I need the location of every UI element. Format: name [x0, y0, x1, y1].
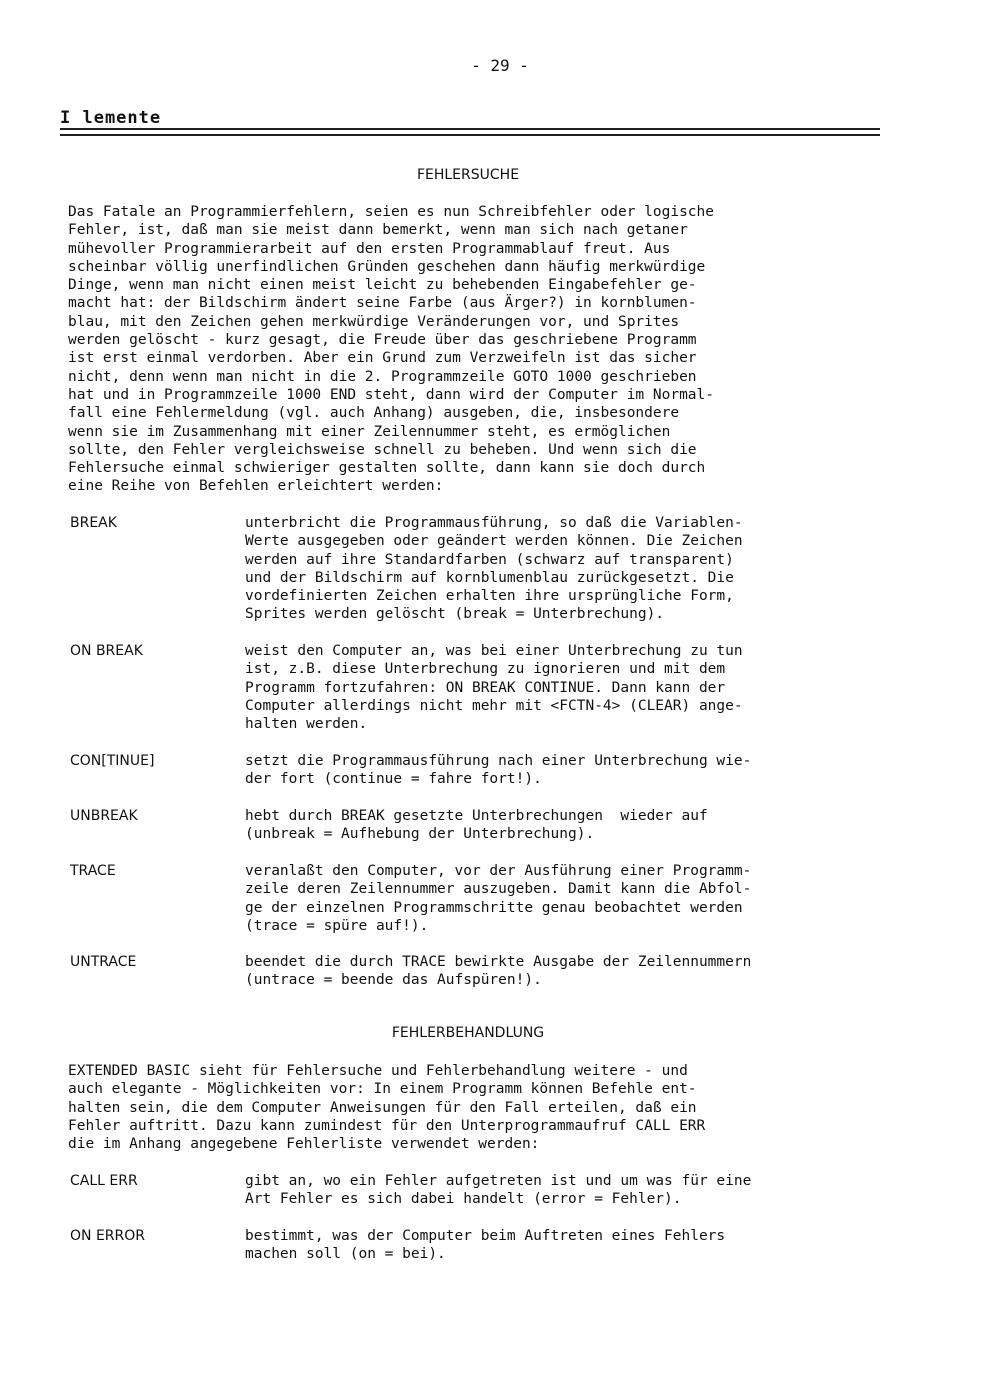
command-term-on-break: ON BREAK [70, 643, 143, 659]
command-term-untrace: UNTRACE [70, 954, 137, 970]
text-line: bestimmt, was der Computer beim Auftreten eines Fehlers [245, 1228, 726, 1244]
text-line: (trace = spüre auf!). [245, 917, 429, 934]
text-line: der fort (continue = fahre fort!). [245, 771, 542, 788]
text-line: Computer allerdings nicht mehr mit <FCTN-4> (CLEAR) ange- [245, 697, 743, 714]
text-line: eine Reihe von Befehlen erleichtert werden: [68, 478, 444, 495]
text-line: mühevoller Programmierarbeit auf den ersten Programmablauf freut. Aus [68, 240, 671, 257]
text-line: nicht, denn wenn man nicht in die 2. Programmzeile GOTO 1000 geschrieben [68, 368, 697, 385]
text-line: scheinbar völlig unerfindlichen Gründen geschehen dann häufig merkwürdige [68, 258, 706, 275]
command-term-call-err: CALL ERR [70, 1173, 138, 1189]
text-line: werden gelöscht - kurz gesagt, die Freude über das geschriebene Programm [68, 332, 697, 349]
text-line: auch elegante - Möglichkeiten vor: In einem Programm können Befehle ent- [68, 1081, 697, 1098]
text-line: vordefinierten Zeichen erhalten ihre ursprüngliche Form, [245, 588, 734, 605]
command-desc-untrace [245, 953, 905, 990]
text-line: unterbricht die Programmausführung, so daß die Variablen- [245, 515, 743, 531]
command-desc-continue [245, 752, 905, 789]
text-line: ist, z.B. diese Unterbrechung zu ignorieren und mit dem [245, 661, 726, 678]
text-line: Dinge, wenn man nicht einen meist leicht zu behebenden Eingabefehler ge- [68, 277, 697, 294]
command-term-trace: TRACE [70, 863, 116, 879]
text-line: Sprites werden gelöscht (break = Unterbrechung). [245, 606, 665, 623]
header-rule [60, 128, 880, 136]
text-line: Art Fehler es sich dabei handelt (error = Fehler). [245, 1191, 682, 1208]
text-line: halten sein, die dem Computer Anweisungen für den Fall erteilen, daß ein [68, 1099, 697, 1116]
text-line: halten werden. [245, 716, 368, 733]
command-desc-break [245, 514, 905, 624]
page-number: - 29 - [471, 56, 529, 75]
text-line: Programm fortzufahren: ON BREAK CONTINUE. Dann kann der [245, 679, 726, 696]
command-desc-call-err [245, 1172, 905, 1209]
command-term-break: BREAK [70, 515, 117, 531]
text-line: Das Fatale an Programmierfehlern, seien es nun Schreibfehler oder logische [68, 204, 715, 220]
command-term-unbreak: UNBREAK [70, 808, 138, 824]
command-desc-trace [245, 862, 905, 935]
text-line: Fehlersuche einmal schwieriger gestalten sollte, dann kann sie doch durch [68, 460, 706, 477]
text-line: sollte, den Fehler vergleichsweise schnell zu beheben. Und wenn sich die [68, 441, 697, 458]
text-line: machen soll (on = bei). [245, 1246, 446, 1263]
text-line: die im Anhang angegebene Fehlerliste verwendet werden: [68, 1136, 540, 1153]
section-header: I lemente [60, 108, 162, 128]
command-desc-on-break [245, 642, 905, 733]
text-line: (untrace = beende das Aufspüren!). [245, 972, 542, 989]
command-term-continue: CON[TINUE] [70, 753, 155, 769]
text-line: Werte ausgegeben oder geändert werden können. Die Zeichen [245, 533, 743, 550]
heading-fehlerbehandlung: FEHLERBEHANDLUNG [391, 1025, 545, 1041]
text-line: beendet die durch TRACE bewirkte Ausgabe der Zeilennummern [245, 954, 752, 970]
text-line: zeile deren Zeilennummer auszugeben. Damit kann die Abfol- [245, 881, 752, 898]
text-line: blau, mit den Zeichen gehen merkwürdige Veränderungen vor, und Sprites [68, 313, 680, 330]
heading-fehlersuche: FEHLERSUCHE [416, 167, 520, 183]
command-desc-on-error [245, 1227, 905, 1264]
text-line: Fehler, ist, daß man sie meist dann bemerkt, wenn man sich nach getaner [68, 222, 688, 239]
text-line: ist erst einmal verdorben. Aber ein Grund zum Verzweifeln ist das sicher [68, 350, 697, 367]
text-line: gibt an, wo ein Fehler aufgetreten ist und um was für eine [245, 1173, 752, 1189]
text-line: EXTENDED BASIC sieht für Fehlersuche und Fehlerbehandlung weitere - und [68, 1063, 688, 1079]
text-line: wenn sie im Zusammenhang mit einer Zeilennummer steht, es ermöglichen [68, 423, 671, 440]
text-line: weist den Computer an, was bei einer Unterbrechung zu tun [245, 643, 743, 659]
text-line: (unbreak = Aufhebung der Unterbrechung). [245, 826, 595, 843]
command-term-on-error: ON ERROR [70, 1228, 145, 1244]
text-line: und der Bildschirm auf kornblumenblau zurückgesetzt. Die [245, 569, 734, 586]
fehlerbehandlung-paragraph [68, 1062, 898, 1153]
intro-paragraph [68, 203, 898, 496]
text-line: veranlaßt den Computer, vor der Ausführung einer Programm- [245, 863, 752, 879]
text-line: Fehler auftritt. Dazu kann zumindest für den Unterprogrammaufruf CALL ERR [68, 1117, 706, 1134]
text-line: setzt die Programmausführung nach einer Unterbrechung wie- [245, 753, 752, 769]
command-desc-unbreak [245, 807, 905, 844]
text-line: hebt durch BREAK gesetzte Unterbrechungen wieder auf [245, 808, 708, 824]
text-line: werden auf ihre Standardfarben (schwarz auf transparent) [245, 551, 734, 568]
text-line: ge der einzelnen Programmschritte genau beobachtet werden [245, 899, 743, 916]
text-line: fall eine Fehlermeldung (vgl. auch Anhang) ausgeben, die, insbesondere [68, 405, 680, 422]
text-line: macht hat: der Bildschirm ändert seine Farbe (aus Ärger?) in kornblumen- [68, 295, 697, 312]
text-line: hat und in Programmzeile 1000 END steht, dann wird der Computer im Normal- [68, 386, 715, 403]
